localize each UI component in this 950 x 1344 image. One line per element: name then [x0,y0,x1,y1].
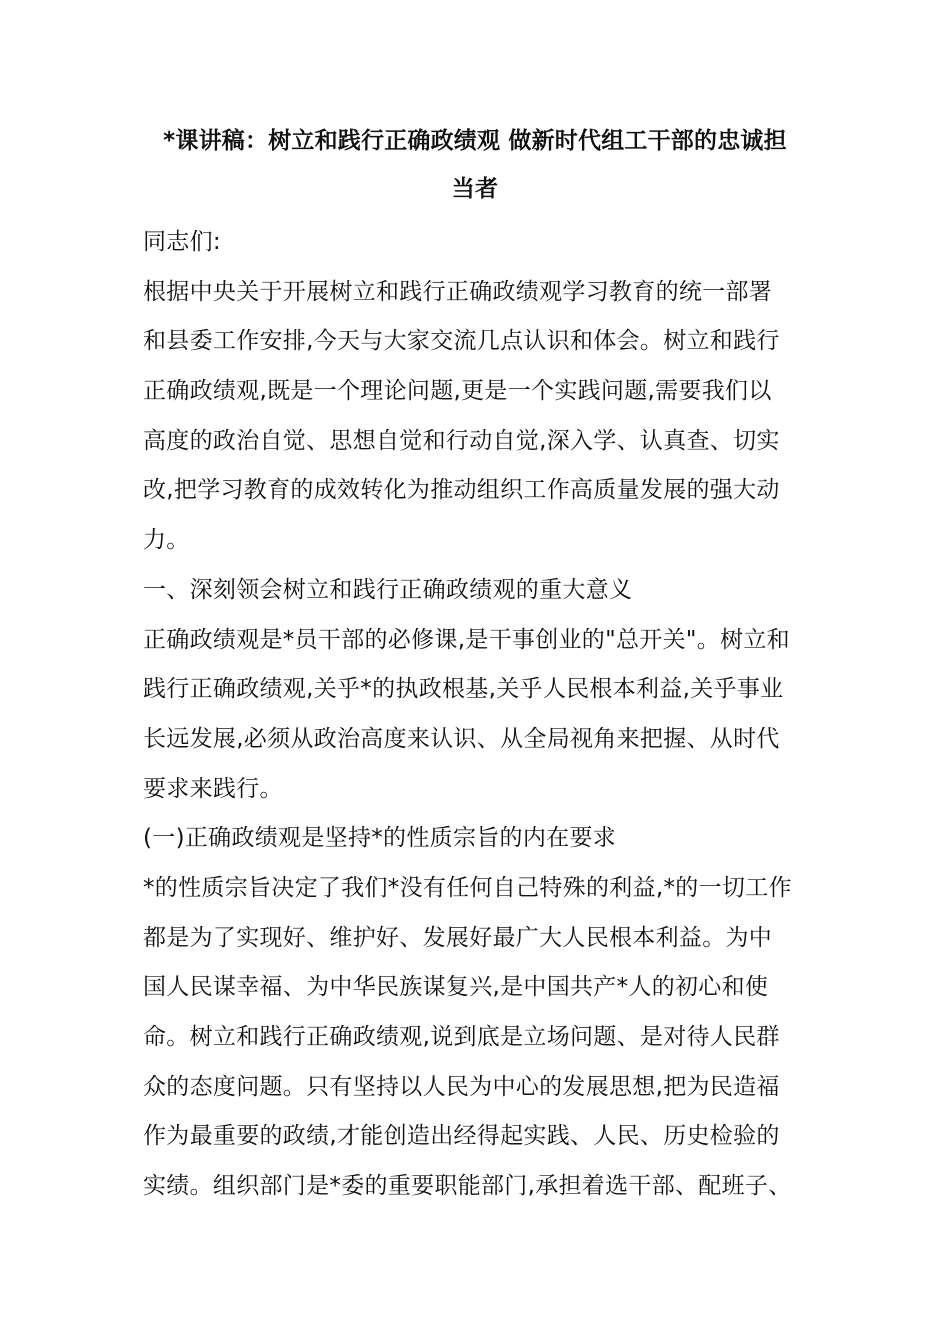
body-line: 实绩。组织部门是*委的重要职能部门,承担着选干部、配班子、 [143,1173,792,1200]
section-heading: 一、深刻领会树立和践行正确政绩观的重大意义 [143,576,633,603]
salutation: 同志们: [143,229,221,255]
document-title-line-2: 当者 [451,176,499,202]
body-line: 改,把学习教育的成效转化为推动组织工作高质量发展的强大动 [143,477,780,504]
body-line: 正确政绩观,既是一个理论问题,更是一个实践问题,需要我们以 [143,378,772,405]
document-body [143,226,833,1220]
body-line: 命。树立和践行正确政绩观,说到底是立场问题、是对待人民群 [143,1024,780,1050]
body-line: 正确政绩观是*员干部的必修课,是干事创业的"总开关"。树立和 [143,626,790,653]
body-line: 长远发展,必须从政治高度来认识、从全局视角来把握、从时代 [143,725,780,752]
subsection-heading: (一)正确政绩观是坚持*的性质宗旨的内在要求 [143,825,617,852]
body-line: 都是为了实现好、维护好、发展好最广大人民根本利益。为中 [143,924,773,951]
body-line: *的性质宗旨决定了我们*没有任何自己特殊的利益,*的一切工作 [143,874,792,901]
body-line: 和县委工作安排,今天与大家交流几点认识和体会。树立和践行 [143,328,780,355]
document-title-line-1: *课讲稿：树立和践行正确政绩观 做新时代组工干部的忠诚担 [163,128,787,154]
body-line: 众的态度问题。只有坚持以人民为中心的发展思想,把为民造福 [143,1073,780,1100]
body-line: 力。 [143,527,190,554]
body-line: 高度的政治自觉、思想自觉和行动自觉,深入学、认真查、切实 [143,427,780,454]
body-line: 践行正确政绩观,关乎*的执政根基,关乎人民根本利益,关乎事业 [143,676,784,703]
body-line: 要求来践行。 [143,775,283,802]
body-line: 国人民谋幸福、为中华民族谋复兴,是中国共产*人的初心和使 [143,974,769,1001]
body-line: 作为最重要的政绩,才能创造出经得起实践、人民、历史检验的 [143,1123,780,1150]
body-line: 根据中央关于开展树立和践行正确政绩观学习教育的统一部署 [143,278,773,305]
